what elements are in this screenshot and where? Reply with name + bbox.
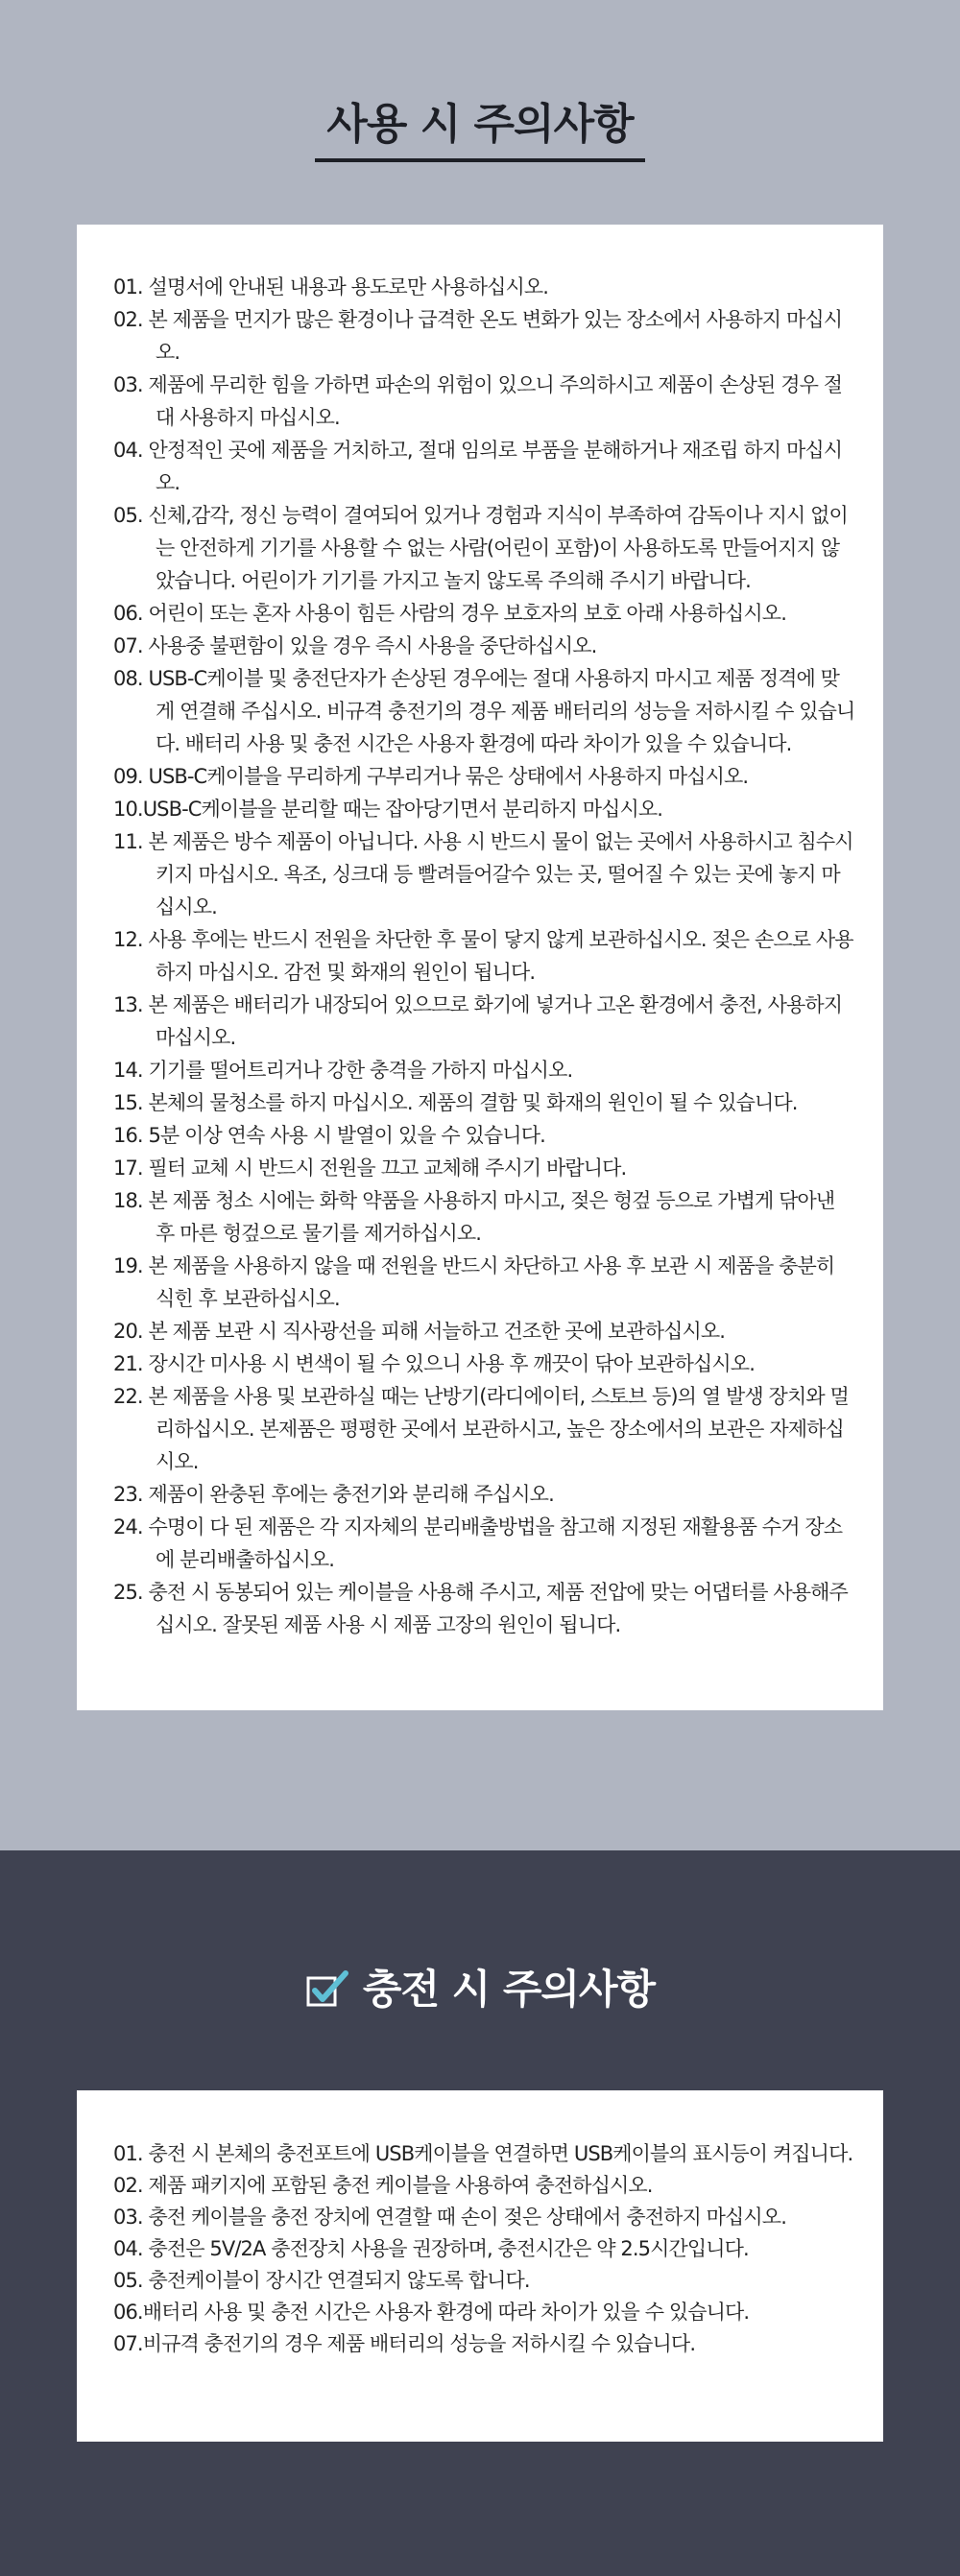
usage-precaution-item: 22. 본 제품을 사용 및 보관하실 때는 난방기(라디에이터, 스토브 등)의 열 발생 장치와 멀리하십시오. 본제품은 평평한 곳에서 보관하시고, 높은 장소에서의 보관은 자제하십시오. — [113, 1385, 849, 1473]
charging-precautions-title: 충전 시 주의사항 — [362, 1966, 656, 2013]
usage-precaution-item: 07. 사용중 불편함이 있을 경우 즉시 사용을 중단하십시오. — [113, 634, 597, 657]
usage-precaution-item: 12. 사용 후에는 반드시 전원을 차단한 후 물이 닿지 않게 보관하십시오. 젖은 손으로 사용하지 마십시오. 감전 및 화재의 원인이 됩니다. — [113, 928, 853, 984]
charging-precautions-list — [113, 2138, 856, 2360]
usage-precaution-item: 14. 기기를 떨어트리거나 강한 충격을 가하지 마십시오. — [113, 1059, 573, 1082]
usage-precautions-card — [77, 225, 883, 1710]
usage-precaution-item: 13. 본 제품은 배터리가 내장되어 있으므로 화기에 넣거나 고온 환경에서 충전, 사용하지 마십시오. — [113, 993, 843, 1049]
charging-precaution-item: 06.배터리 사용 및 충전 시간은 사용자 환경에 따라 차이가 있을 수 있습니다. — [113, 2301, 750, 2324]
charging-precaution-item: 04. 충전은 5V/2A 충전장치 사용을 권장하며, 충전시간은 약 2.5시간입니다. — [113, 2237, 749, 2260]
charging-precaution-item: 07.비규격 충전기의 경우 제품 배터리의 성능을 저하시킬 수 있습니다. — [113, 2332, 696, 2355]
usage-precaution-item: 05. 신체,감각, 정신 능력이 결여되어 있거나 경험과 지식이 부족하여 감독이나 지시 없이는 안전하게 기기를 사용할 수 없는 사람(어린이 포함)이 사용하도록 만들어지지 않았습니다. 어린이가 기기를 가지고 놀지 않도록 주의해 주시기 바랍니다. — [113, 504, 848, 592]
usage-precaution-item: 25. 충전 시 동봉되어 있는 케이블을 사용해 주시고, 제품 전압에 맞는 어댑터를 사용해주십시오. 잘못된 제품 사용 시 제품 고장의 원인이 됩니다. — [113, 1581, 848, 1636]
usage-title-wrap — [0, 100, 960, 162]
usage-precaution-item: 17. 필터 교체 시 반드시 전원을 끄고 교체해 주시기 바랍니다. — [113, 1157, 627, 1180]
usage-precaution-item: 16. 5분 이상 연속 사용 시 발열이 있을 수 있습니다. — [113, 1124, 545, 1147]
charging-precaution-item: 02. 제품 패키지에 포함된 충전 케이블을 사용하여 충전하십시오. — [113, 2174, 653, 2197]
usage-precaution-item: 10.USB-C케이블을 분리할 때는 잡아당기면서 분리하지 마십시오. — [113, 798, 663, 821]
usage-precaution-item: 09. USB-C케이블을 무리하게 구부리거나 묶은 상태에서 사용하지 마십시오. — [113, 765, 749, 788]
usage-precaution-item: 06. 어린이 또는 혼자 사용이 힘든 사람의 경우 보호자의 보호 아래 사용하십시오. — [113, 602, 786, 625]
usage-precaution-item: 21. 장시간 미사용 시 변색이 될 수 있으니 사용 후 깨끗이 닦아 보관하십시오. — [113, 1352, 755, 1375]
usage-precaution-item: 19. 본 제품을 사용하지 않을 때 전원을 반드시 차단하고 사용 후 보관 시 제품을 충분히 식힌 후 보관하십시오. — [113, 1254, 835, 1310]
usage-precaution-item: 08. USB-C케이블 및 충전단자가 손상된 경우에는 절대 사용하지 마시고 제품 정격에 맞게 연결해 주십시오. 비규격 충전기의 경우 제품 배터리의 성능을 저하시킬 수 있습니다. 배터리 사용 및 충전 시간은 사용자 환경에 따라 차이가 있을 수 있습니다. — [113, 667, 855, 755]
usage-precaution-item: 20. 본 제품 보관 시 직사광선을 피해 서늘하고 건조한 곳에 보관하십시오. — [113, 1320, 726, 1343]
usage-precaution-item: 18. 본 제품 청소 시에는 화학 약품을 사용하지 마시고, 젖은 헝겊 등으로 가볍게 닦아낸 후 마른 헝겊으로 물기를 제거하십시오. — [113, 1189, 835, 1245]
charging-precaution-item: 01. 충전 시 본체의 충전포트에 USB케이블을 연결하면 USB케이블의 표시등이 켜집니다. — [113, 2142, 853, 2165]
usage-precaution-item: 04. 안정적인 곳에 제품을 거치하고, 절대 임의로 부품을 분해하거나 재조립 하지 마십시오. — [113, 439, 843, 494]
usage-precaution-item: 11. 본 제품은 방수 제품이 아닙니다. 사용 시 반드시 물이 없는 곳에서 사용하시고 침수시키지 마십시오. 욕조, 싱크대 등 빨려들어갈수 있는 곳, 떨어질 수 있는 곳에 놓지 마십시오. — [113, 830, 853, 918]
usage-precautions-list — [113, 271, 856, 1641]
usage-precaution-item: 02. 본 제품을 먼지가 많은 환경이나 급격한 온도 변화가 있는 장소에서 사용하지 마십시오. — [113, 308, 843, 364]
usage-precaution-item: 15. 본체의 물청소를 하지 마십시오. 제품의 결함 및 화재의 원인이 될 수 있습니다. — [113, 1091, 798, 1114]
usage-precaution-item: 01. 설명서에 안내된 내용과 용도로만 사용하십시오. — [113, 275, 549, 298]
checkbox-check-icon — [305, 1969, 349, 2010]
charging-title-wrap — [0, 1966, 960, 2014]
usage-precaution-item: 23. 제품이 완충된 후에는 충전기와 분리해 주십시오. — [113, 1483, 554, 1506]
charging-precautions-card — [77, 2090, 883, 2442]
usage-precaution-item: 03. 제품에 무리한 힘을 가하면 파손의 위험이 있으니 주의하시고 제품이 손상된 경우 절대 사용하지 마십시오. — [113, 373, 843, 429]
usage-precaution-item: 24. 수명이 다 된 제품은 각 지자체의 분리배출방법을 참고해 지정된 재활용품 수거 장소에 분리배출하십시오. — [113, 1515, 843, 1571]
charging-precaution-item: 03. 충전 케이블을 충전 장치에 연결할 때 손이 젖은 상태에서 충전하지 마십시오. — [113, 2206, 786, 2229]
usage-precautions-title: 사용 시 주의사항 — [315, 100, 644, 162]
charging-precaution-item: 05. 충전케이블이 장시간 연결되지 않도록 합니다. — [113, 2269, 530, 2292]
